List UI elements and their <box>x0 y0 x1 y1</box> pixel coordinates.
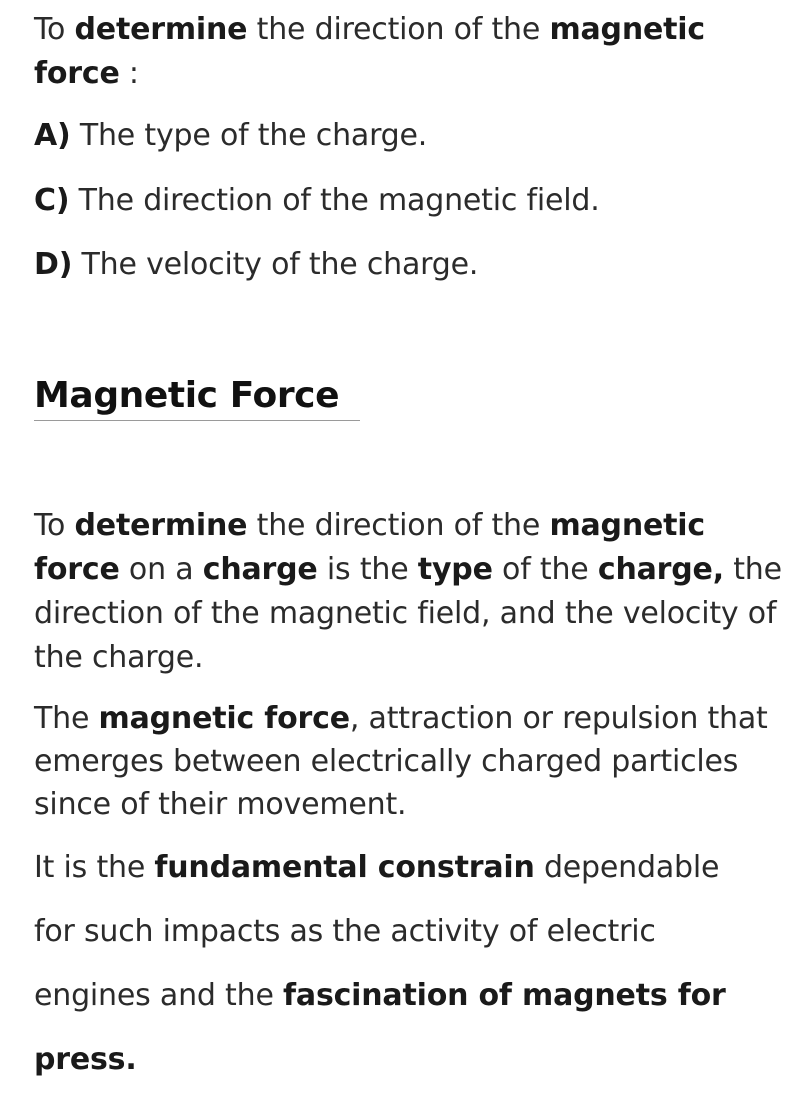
option-c <box>34 179 786 223</box>
answer-text: The <box>34 701 99 736</box>
option-letter: C) <box>34 183 70 218</box>
answer-text: the direction of the magnetic field, and the velocity of the charge. <box>34 552 782 675</box>
option-letter: D) <box>34 247 73 282</box>
answer-text: To <box>34 508 75 543</box>
option-a <box>34 114 786 158</box>
option-d <box>34 243 786 287</box>
question-text: To <box>34 12 75 47</box>
answer-bold: charge <box>202 552 318 587</box>
question-bold-magnetic: magnetic <box>549 12 705 47</box>
answer-text: of the <box>492 552 598 587</box>
answer-paragraph-3-line-4 <box>34 1038 786 1082</box>
answer-paragraph-3-line-2 <box>34 910 786 954</box>
answer-bold: fascination of magnets for <box>283 978 726 1013</box>
answer-paragraph-3-line-1 <box>34 846 786 890</box>
answer-text: , attraction or repulsion that emerges between electrically charged particles since of their movement. <box>34 701 768 822</box>
question-text: : <box>119 56 139 91</box>
answer-bold: fundamental constrain <box>154 850 535 885</box>
answer-bold: type <box>417 552 493 587</box>
answer-text: for such impacts as the activity of electric <box>34 914 656 949</box>
answer-bold: determine <box>74 508 248 543</box>
question-line-2 <box>34 52 786 96</box>
answer-bold: press. <box>34 1042 137 1077</box>
question-bold-determine: determine <box>74 12 248 47</box>
option-text: The direction of the magnetic field. <box>69 183 600 218</box>
answer-text: on a <box>119 552 203 587</box>
answer-bold: magnetic force <box>34 508 705 587</box>
answer-text: It is the <box>34 850 155 885</box>
answer-text: is the <box>317 552 418 587</box>
question-text: the direction of the <box>247 12 550 47</box>
answer-text: dependable <box>534 850 720 885</box>
answer-paragraph-3-line-3 <box>34 974 786 1018</box>
option-text: The type of the charge. <box>70 118 428 153</box>
section-heading: Magnetic Force <box>34 375 340 416</box>
answer-text: engines and the <box>34 978 284 1013</box>
answer-bold: magnetic force <box>98 701 350 736</box>
question-bold-force: force <box>34 56 120 91</box>
answer-paragraph-1 <box>34 504 786 680</box>
answer-bold: charge, <box>597 552 724 587</box>
answer-text: the direction of the <box>247 508 550 543</box>
option-text: The velocity of the charge. <box>72 247 479 282</box>
section-heading-container <box>34 372 360 421</box>
answer-paragraph-2 <box>34 697 786 826</box>
question-line-1 <box>34 8 786 52</box>
option-letter: A) <box>34 118 71 153</box>
